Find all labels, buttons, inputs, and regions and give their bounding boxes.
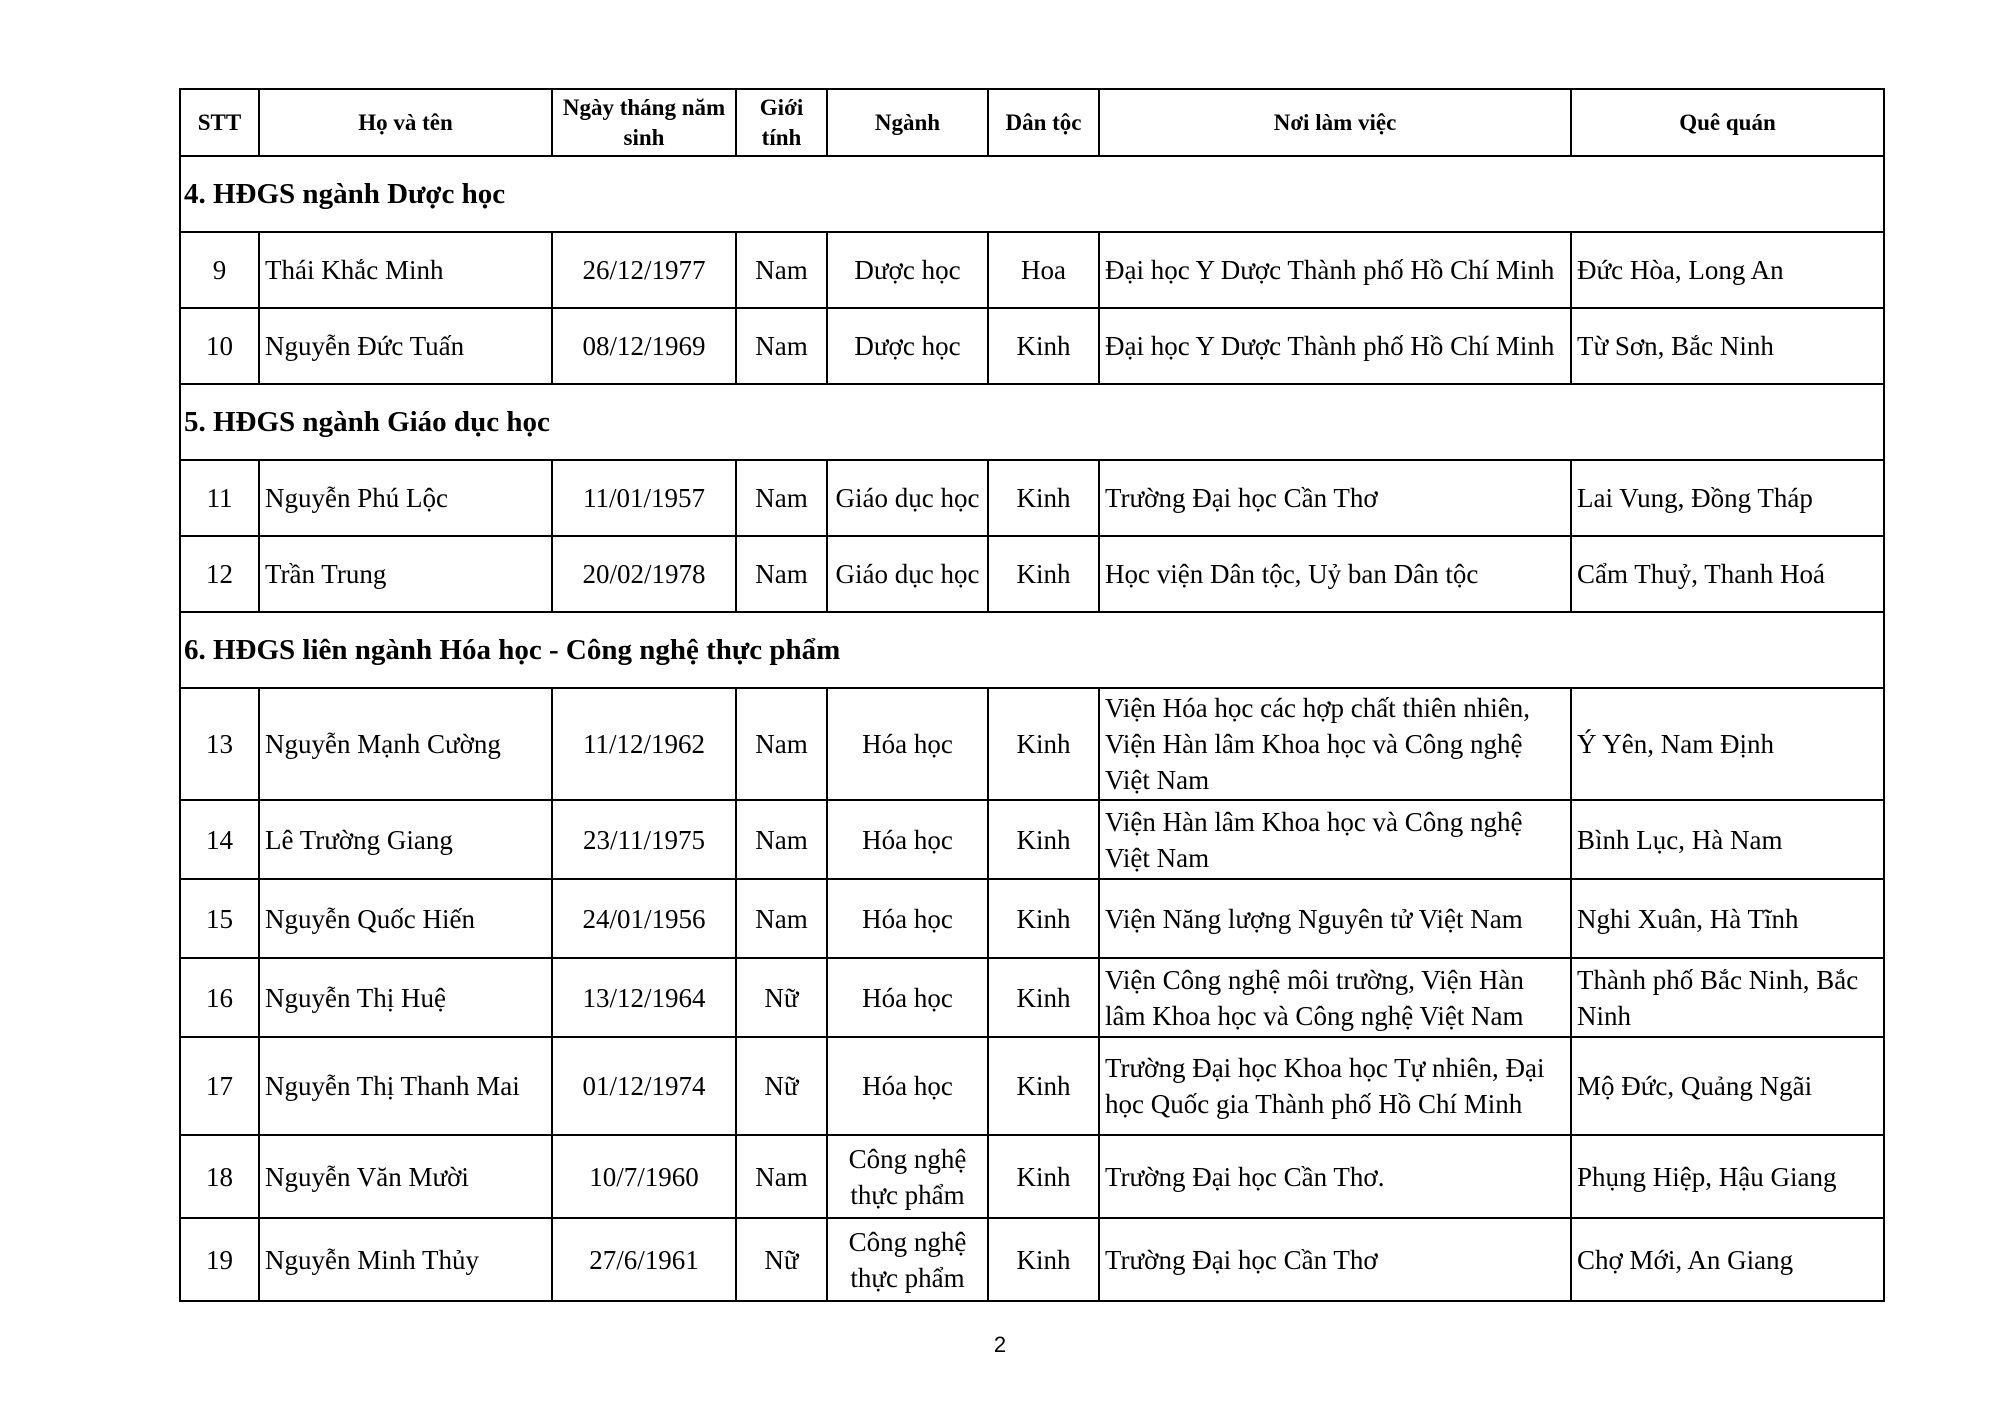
- cell-hometown: Ý Yên, Nam Định: [1571, 688, 1884, 800]
- cell-dob: 08/12/1969: [552, 308, 736, 384]
- cell-field: Hóa học: [827, 1037, 988, 1135]
- cell-field: Hóa học: [827, 958, 988, 1037]
- cell-workplace: Trường Đại học Cần Thơ.: [1099, 1135, 1571, 1218]
- cell-hometown: Thành phố Bắc Ninh, Bắc Ninh: [1571, 958, 1884, 1037]
- cell-field: Giáo dục học: [827, 536, 988, 612]
- cell-field: Dược học: [827, 308, 988, 384]
- cell-gender: Nam: [736, 688, 827, 800]
- cell-gender: Nam: [736, 460, 827, 536]
- cell-dob: 23/11/1975: [552, 800, 736, 879]
- cell-name: Lê Trường Giang: [259, 800, 552, 879]
- header-row: [180, 89, 1884, 156]
- header-workplace: Nơi làm việc: [1099, 89, 1571, 156]
- cell-stt: 19: [180, 1218, 259, 1301]
- cell-ethnicity: Hoa: [988, 232, 1099, 308]
- cell-ethnicity: Kinh: [988, 879, 1099, 958]
- cell-dob: 27/6/1961: [552, 1218, 736, 1301]
- table-row: [180, 1218, 1884, 1301]
- header-name: Họ và tên: [259, 89, 552, 156]
- cell-stt: 10: [180, 308, 259, 384]
- cell-gender: Nữ: [736, 958, 827, 1037]
- cell-name: Trần Trung: [259, 536, 552, 612]
- section-title: 5. HĐGS ngành Giáo dục học: [180, 384, 1884, 460]
- cell-hometown: Từ Sơn, Bắc Ninh: [1571, 308, 1884, 384]
- cell-hometown: Lai Vung, Đồng Tháp: [1571, 460, 1884, 536]
- cell-field: Hóa học: [827, 800, 988, 879]
- cell-dob: 10/7/1960: [552, 1135, 736, 1218]
- cell-field: Công nghệ thực phẩm: [827, 1218, 988, 1301]
- cell-name: Nguyễn Văn Mười: [259, 1135, 552, 1218]
- cell-name: Nguyễn Thị Huệ: [259, 958, 552, 1037]
- section-title-row: [180, 612, 1884, 688]
- cell-workplace: Trường Đại học Cần Thơ: [1099, 460, 1571, 536]
- table-row: [180, 879, 1884, 958]
- header-field: Ngành: [827, 89, 988, 156]
- cell-field: Hóa học: [827, 688, 988, 800]
- cell-stt: 12: [180, 536, 259, 612]
- cell-ethnicity: Kinh: [988, 308, 1099, 384]
- cell-hometown: Đức Hòa, Long An: [1571, 232, 1884, 308]
- cell-name: Nguyễn Mạnh Cường: [259, 688, 552, 800]
- cell-name: Nguyễn Minh Thủy: [259, 1218, 552, 1301]
- header-stt: STT: [180, 89, 259, 156]
- cell-stt: 15: [180, 879, 259, 958]
- cell-name: Nguyễn Phú Lộc: [259, 460, 552, 536]
- page-number: 2: [993, 1332, 1007, 1357]
- cell-gender: Nam: [736, 308, 827, 384]
- cell-gender: Nữ: [736, 1218, 827, 1301]
- cell-workplace: Trường Đại học Khoa học Tự nhiên, Đại học Quốc gia Thành phố Hồ Chí Minh: [1099, 1037, 1571, 1135]
- cell-field: Dược học: [827, 232, 988, 308]
- cell-workplace: Viện Hàn lâm Khoa học và Công nghệ Việt Nam: [1099, 800, 1571, 879]
- cell-workplace: Trường Đại học Cần Thơ: [1099, 1218, 1571, 1301]
- cell-hometown: Cẩm Thuỷ, Thanh Hoá: [1571, 536, 1884, 612]
- cell-dob: 11/12/1962: [552, 688, 736, 800]
- cell-dob: 01/12/1974: [552, 1037, 736, 1135]
- cell-dob: 11/01/1957: [552, 460, 736, 536]
- cell-workplace: Viện Hóa học các hợp chất thiên nhiên, Viện Hàn lâm Khoa học và Công nghệ Việt Nam: [1099, 688, 1571, 800]
- cell-ethnicity: Kinh: [988, 958, 1099, 1037]
- cell-ethnicity: Kinh: [988, 1037, 1099, 1135]
- cell-field: Hóa học: [827, 879, 988, 958]
- cell-workplace: Viện Công nghệ môi trường, Viện Hàn lâm Khoa học và Công nghệ Việt Nam: [1099, 958, 1571, 1037]
- cell-ethnicity: Kinh: [988, 536, 1099, 612]
- cell-name: Nguyễn Đức Tuấn: [259, 308, 552, 384]
- cell-ethnicity: Kinh: [988, 800, 1099, 879]
- cell-ethnicity: Kinh: [988, 460, 1099, 536]
- cell-name: Thái Khắc Minh: [259, 232, 552, 308]
- cell-workplace: Học viện Dân tộc, Uỷ ban Dân tộc: [1099, 536, 1571, 612]
- cell-workplace: Viện Năng lượng Nguyên tử Việt Nam: [1099, 879, 1571, 958]
- table-row: [180, 958, 1884, 1037]
- table-row: [180, 460, 1884, 536]
- cell-hometown: Mộ Đức, Quảng Ngãi: [1571, 1037, 1884, 1135]
- table-row: [180, 1037, 1884, 1135]
- cell-stt: 14: [180, 800, 259, 879]
- cell-gender: Nam: [736, 536, 827, 612]
- cell-stt: 11: [180, 460, 259, 536]
- cell-ethnicity: Kinh: [988, 1135, 1099, 1218]
- cell-dob: 24/01/1956: [552, 879, 736, 958]
- cell-ethnicity: Kinh: [988, 1218, 1099, 1301]
- cell-field: Giáo dục học: [827, 460, 988, 536]
- cell-dob: 13/12/1964: [552, 958, 736, 1037]
- cell-stt: 17: [180, 1037, 259, 1135]
- table-row: [180, 536, 1884, 612]
- cell-hometown: Bình Lục, Hà Nam: [1571, 800, 1884, 879]
- section-title-row: [180, 156, 1884, 232]
- table-row: [180, 1135, 1884, 1218]
- header-gender: Giới tính: [736, 89, 827, 156]
- cell-dob: 26/12/1977: [552, 232, 736, 308]
- cell-stt: 18: [180, 1135, 259, 1218]
- cell-gender: Nam: [736, 800, 827, 879]
- cell-gender: Nam: [736, 232, 827, 308]
- table-row: [180, 308, 1884, 384]
- section-title: 4. HĐGS ngành Dược học: [180, 156, 1884, 232]
- cell-name: Nguyễn Thị Thanh Mai: [259, 1037, 552, 1135]
- cell-dob: 20/02/1978: [552, 536, 736, 612]
- table-row: [180, 688, 1884, 800]
- header-ethnicity: Dân tộc: [988, 89, 1099, 156]
- cell-hometown: Chợ Mới, An Giang: [1571, 1218, 1884, 1301]
- cell-field: Công nghệ thực phẩm: [827, 1135, 988, 1218]
- cell-stt: 13: [180, 688, 259, 800]
- header-hometown: Quê quán: [1571, 89, 1884, 156]
- cell-stt: 9: [180, 232, 259, 308]
- table-row: [180, 800, 1884, 879]
- cell-stt: 16: [180, 958, 259, 1037]
- cell-workplace: Đại học Y Dược Thành phố Hồ Chí Minh: [1099, 308, 1571, 384]
- cell-workplace: Đại học Y Dược Thành phố Hồ Chí Minh: [1099, 232, 1571, 308]
- cell-hometown: Phụng Hiệp, Hậu Giang: [1571, 1135, 1884, 1218]
- section-title-row: [180, 384, 1884, 460]
- header-dob: Ngày tháng năm sinh: [552, 89, 736, 156]
- cell-hometown: Nghi Xuân, Hà Tĩnh: [1571, 879, 1884, 958]
- table-row: [180, 232, 1884, 308]
- cell-ethnicity: Kinh: [988, 688, 1099, 800]
- cell-gender: Nam: [736, 1135, 827, 1218]
- section-title: 6. HĐGS liên ngành Hóa học - Công nghệ thực phẩm: [180, 612, 1884, 688]
- cell-name: Nguyễn Quốc Hiến: [259, 879, 552, 958]
- cell-gender: Nam: [736, 879, 827, 958]
- members-table: [179, 88, 1885, 1302]
- cell-gender: Nữ: [736, 1037, 827, 1135]
